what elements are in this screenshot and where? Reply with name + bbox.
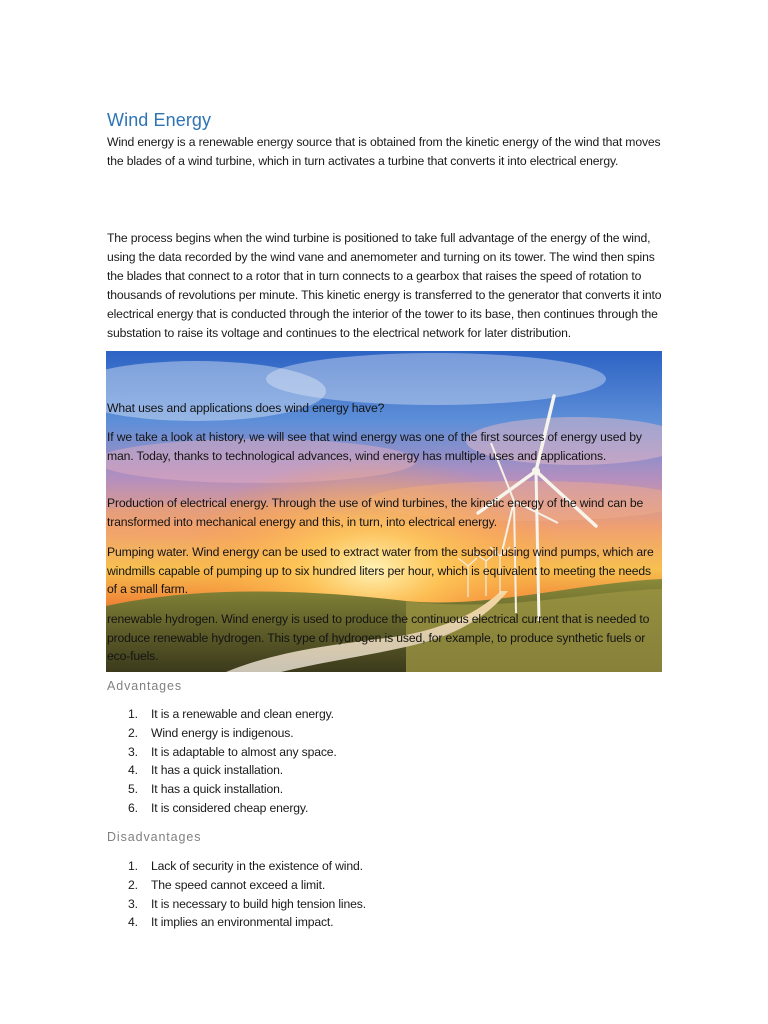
renewable-hydrogen-paragraph: renewable hydrogen. Wind energy is used to produce the continuous electrical current that is needed to produce renewable hydrogen. This type of hydrogen is used, for example, to produce synthetic fuels or eco-fuels. [107, 612, 650, 663]
intro-paragraph: Wind energy is a renewable energy source that is obtained from the kinetic energy of the wind that moves the blades of a wind turbine, which in turn activates a turbine that converts it into electrical energy. [107, 135, 661, 168]
advantages-list [128, 705, 337, 818]
page-title: Wind Energy [107, 110, 212, 130]
pumping-water-paragraph: Pumping water. Wind energy can be used to extract water from the subsoil using wind pumps, which are windmills capable of pumping up to six hundred liters per hour, which is equivalent to meeting the needs of a small farm. [107, 545, 654, 596]
list-item [128, 743, 337, 762]
list-number: 6. [128, 800, 138, 815]
process-paragraph: The process begins when the wind turbine is positioned to take full advantage of the energy of the wind, using the data recorded by the wind vane and anemometer and turning on its tower. The wind then spins the blades that connect to a rotor that in turn connects to a gearbox that raises the speed of rotation to thousands of revolutions per minute. This kinetic energy is transferred to the generator that converts it into electrical energy that is conducted through the interior of the tower to its base, then continues through the substation to raise its voltage and continues to the electrical network for later distribution. [107, 231, 662, 340]
list-item [128, 876, 366, 895]
list-text: It has a quick installation. [151, 782, 283, 797]
list-number: 1. [128, 859, 138, 873]
list-text: Wind energy is indigenous. [151, 725, 294, 740]
disadvantages-heading: Disadvantages [107, 830, 202, 844]
list-item [128, 705, 337, 724]
list-item [128, 895, 366, 914]
list-number: 4. [128, 915, 138, 930]
list-text: It is necessary to build high tension lines. [151, 896, 366, 911]
advantages-heading: Advantages [107, 679, 183, 693]
list-item [128, 724, 337, 743]
list-number: 1. [128, 707, 138, 721]
list-text: The speed cannot exceed a limit. [151, 877, 326, 892]
list-number: 2. [128, 725, 138, 740]
list-text: It is adaptable to almost any space. [151, 744, 337, 759]
list-number: 3. [128, 896, 138, 911]
list-text: It is considered cheap energy. [151, 800, 309, 815]
history-paragraph: If we take a look at history, we will see that wind energy was one of the first sources of energy used by man. Today, thanks to technological advances, wind energy has multiple uses and applications. [107, 430, 642, 463]
list-number: 3. [128, 744, 138, 759]
list-item [128, 761, 337, 780]
list-item [128, 780, 337, 799]
list-text: It is a renewable and clean energy. [151, 707, 334, 721]
list-item [128, 857, 366, 876]
disadvantages-list [128, 857, 366, 932]
uses-question: What uses and applications does wind energy have? [107, 401, 385, 415]
list-number: 4. [128, 763, 138, 778]
list-text: It implies an environmental impact. [151, 915, 334, 930]
list-number: 5. [128, 782, 138, 797]
list-item [128, 913, 366, 932]
electrical-production-paragraph: Production of electrical energy. Through the use of wind turbines, the kinetic energy of the wind can be transformed into mechanical energy and this, in turn, into electrical energy. [107, 496, 644, 529]
list-item [128, 799, 337, 818]
list-text: It has a quick installation. [151, 763, 283, 778]
list-text: Lack of security in the existence of wind. [151, 859, 363, 873]
list-number: 2. [128, 877, 138, 892]
